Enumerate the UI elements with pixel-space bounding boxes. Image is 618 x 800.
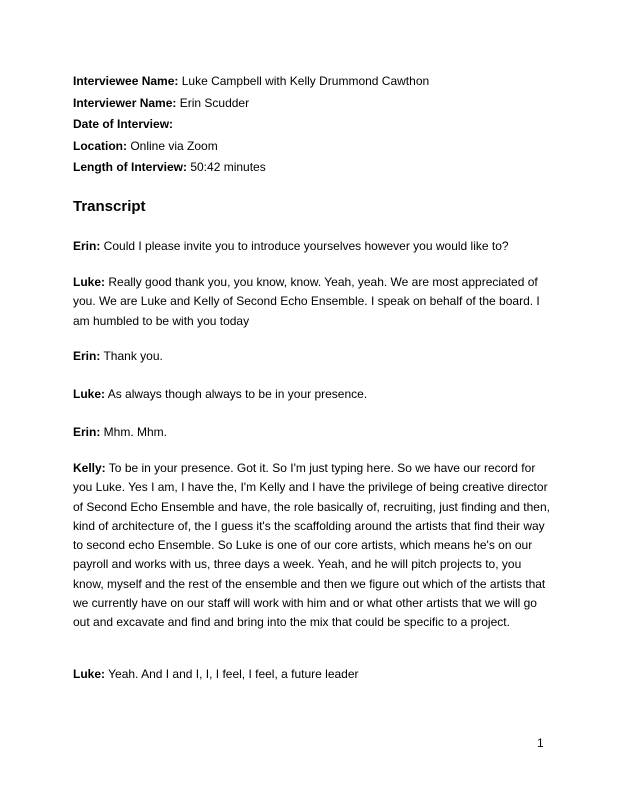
entry-text: Yeah. And I and I, I, I feel, I feel, a future leader <box>105 667 359 681</box>
interviewer-line <box>73 93 553 115</box>
transcript-heading: Transcript <box>73 198 146 215</box>
location-line <box>73 136 553 158</box>
entry-text: Really good thank you, you know, know. Yeah, yeah. We are most appreciated of you. We are Luke and Kelly of Second Echo Ensemble. I speak on behalf of the board. I am humbled to be with you today <box>73 275 540 328</box>
entry-text: Could I please invite you to introduce yourselves however you would like to? <box>100 239 509 253</box>
speaker-label: Luke: <box>73 667 106 681</box>
speaker-label: Erin: <box>73 239 101 253</box>
date-line <box>73 114 553 136</box>
interviewee-line <box>73 71 553 93</box>
transcript-entry <box>73 423 553 442</box>
interviewer-label: Interviewer Name: <box>73 95 177 110</box>
transcript-entry <box>73 347 553 366</box>
speaker-label: Kelly: <box>73 461 106 475</box>
speaker-label: Erin: <box>73 425 101 439</box>
date-label: Date of Interview: <box>73 117 174 131</box>
transcript-entry <box>73 459 553 633</box>
length-line <box>73 157 553 179</box>
entry-text: To be in your presence. Got it. So I'm just typing here. So we have our record for you Luke. Yes I am, I have the, I'm Kelly and I have the privilege of being creative director of Second Echo Ensemble and have, the role basically of, recruiting, just finding and then, kind of architecture of, the I guess it's the scaffolding around the artists that find their way to second echo Ensemble. So Luke is one of our core artists, which means he's on our payroll and works with us, three days a week. Yeah, and he will pitch projects to, you know, myself and the rest of the ensemble and then we figure out which of the artists that we currently have on our staff will work with him and or what other artists that we will go out and excavate and find and bring into the mix that could be specific to a project. <box>73 461 550 630</box>
transcript-entry <box>73 385 553 404</box>
speaker-label: Erin: <box>73 349 101 363</box>
entry-text: Thank you. <box>100 349 163 363</box>
speaker-label: Luke: <box>73 387 106 401</box>
interviewee-label: Interviewee Name: <box>73 74 179 88</box>
entry-text: Mhm. Mhm. <box>100 425 168 439</box>
interview-metadata <box>73 71 553 179</box>
transcript-entry <box>73 273 553 331</box>
page-number: 1 <box>537 736 544 750</box>
transcript-entry <box>73 665 553 684</box>
location-value: Online via Zoom <box>127 138 218 153</box>
length-label: Length of Interview: <box>73 160 187 174</box>
interviewee-value: Luke Campbell with Kelly Drummond Cawthon <box>178 74 430 88</box>
interviewer-value: Erin Scudder <box>176 95 250 110</box>
transcript-entry <box>73 237 553 256</box>
length-value: 50:42 minutes <box>187 160 266 174</box>
location-label: Location: <box>73 138 127 153</box>
speaker-label: Luke: <box>73 275 106 289</box>
entry-text: As always though always to be in your presence. <box>105 387 368 401</box>
